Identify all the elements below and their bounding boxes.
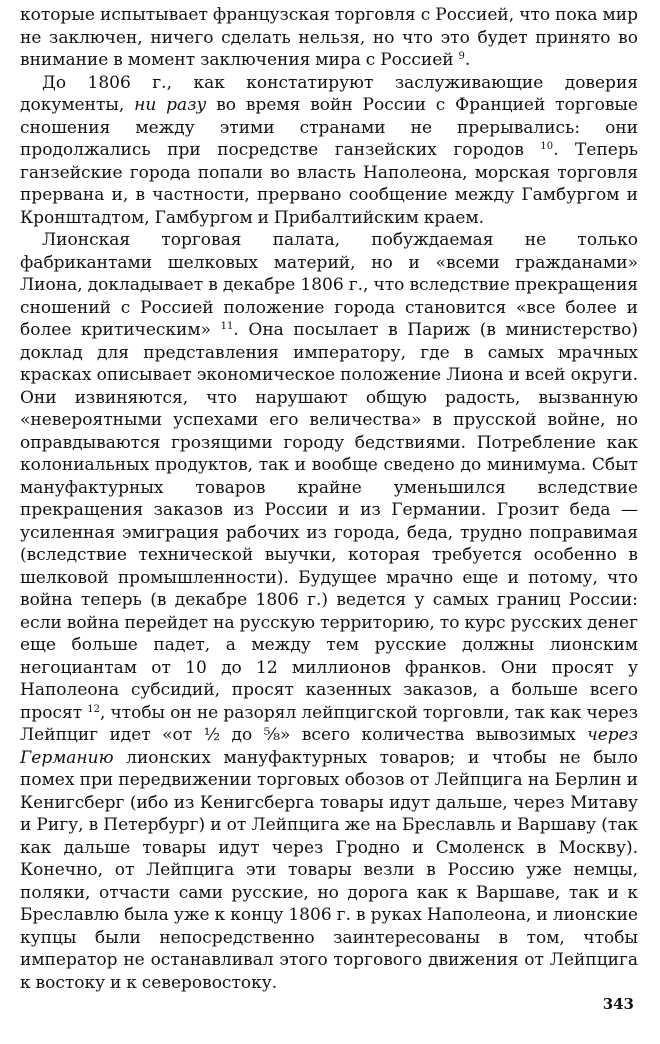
page-number: 343 xyxy=(602,995,634,1013)
text-run: . Теперь ганзейские города попали во власть Наполеона, морская торговля прервана и, в частности, прервано сообщение между Гамбургом и Кронштадтом, Гамбургом и Прибалтийским краем. xyxy=(20,140,638,228)
paragraph xyxy=(20,229,638,994)
text-run: . xyxy=(464,50,471,70)
text-run: До 1806 г., как констатируют заслуживающие доверия документы, xyxy=(20,72,638,115)
text-run: лионских мануфактурных товаров; и чтобы не было помех при передвижении торговых обозов от Лейпцига на Берлин и Кенигсберг (ибо из Кенигсберга товары идут дальше, через Митаву и Ригу, в Петербург) и от Лейпцига же на Бреславль и Варшаву (так как дальше товары идут через Гродно и Смоленск в Москву). Конечно, от Лейпцига эти товары везли в Россию уже немцы, поляки, отчасти сами русские, но дорога как к Варшаве, так и к Бреславлю была уже к концу 1806 г. в руках Наполеона, и лионские купцы были непосредственно заинтересованы в том, чтобы император не останавливал этого торгового движения от Лейпцига к востоку и к северовостоку. xyxy=(20,747,638,993)
footnote-ref: 9 xyxy=(458,51,465,62)
text-run: Лионская торговая палата, побуждаемая не только фабрикантами шелковых материй, но и «всеми гражданами» Лиона, докладывает в декабре 1806 г., что вследствие прекращения сношений с Россией положение города становится «все более и более критическим» xyxy=(20,230,638,340)
paragraph xyxy=(20,4,638,72)
text-run: которые испытывает французская торговля с Россией, что пока мир не заключен, ничего сделать нельзя, но что это будет принято во внимание в момент заключения мира с Россией xyxy=(20,5,638,70)
text-run: во время войн России с Францией торговые сношения между этими странами не прерывались: они продолжались при посредстве ганзейских городов xyxy=(20,95,638,160)
italic-text: ни разу xyxy=(134,95,207,115)
italic-text: через Германию xyxy=(20,725,638,768)
paragraph xyxy=(20,72,638,230)
footnote-ref: 10 xyxy=(540,141,554,152)
footnote-ref: 11 xyxy=(220,321,234,332)
footnote-ref: 12 xyxy=(87,703,100,715)
body-text xyxy=(20,4,638,994)
text-run: . Она посылает в Париж (в министерство) доклад для представления императору, где в самых мрачных красках описывает экономическое положение Лиона и всей округи. Они извиняются, что нарушают общую радость, вызванную «невероятными успехами его величества» в прусской войне, но оправдываются грозящими городу бедствиями. Потребление как колониальных продуктов, так и вообще сведено до минимума. Сбыт мануфактурных товаров крайне уменьшился вследствие прекращения заказов из России и из Германии. Грозит беда — усиленная эмиграция рабочих из города, беда, трудно поправимая (вследствие технической выучки, которая требуется особенно в шелковой промышленности). Будущее мрачно еще и потому, что война теперь (в декабре 1806 г.) ведется у самых границ России: если война перейдет на русскую территорию, то курс русских денег еще больше падет, а между тем русские должны лионским негоциантам от 10 до 12 миллионов франков. Они просят у Наполеона субсидий, просят казенных заказов, а больше всего просят xyxy=(20,320,638,723)
text-run: , чтобы он не разорял лейпцигской торговли, так как через Лейпциг идет «от ½ до ⅝» всего количества вывозимых xyxy=(20,702,638,745)
